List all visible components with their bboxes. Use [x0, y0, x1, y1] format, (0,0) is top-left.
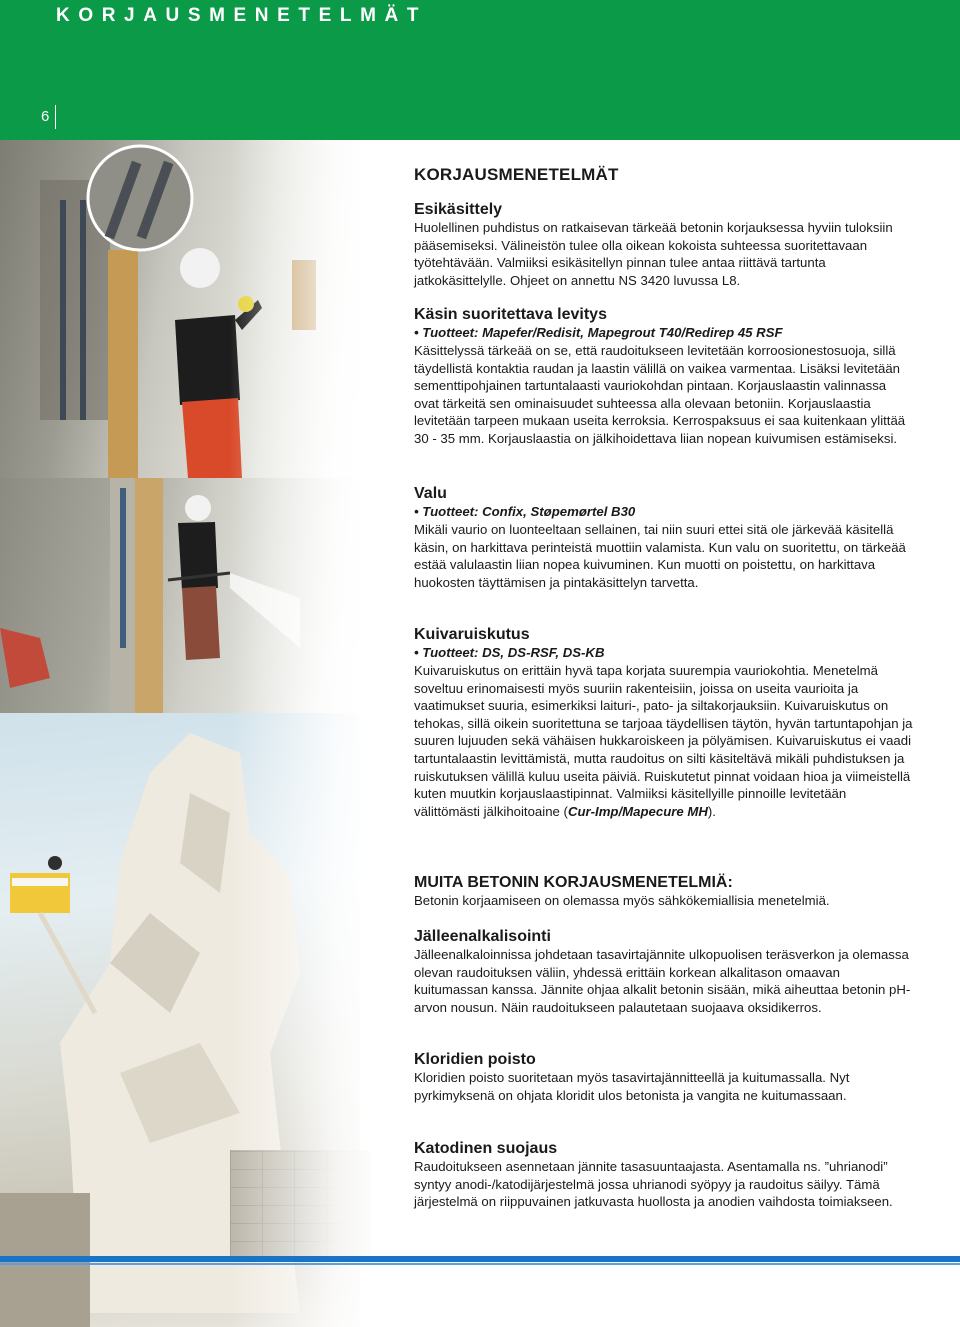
section-heading: Valu: [414, 485, 447, 502]
product-inline: Cur-Imp/Mapecure MH: [567, 803, 708, 819]
page-number-divider: [55, 105, 56, 129]
section-text: [414, 662, 914, 820]
product-list: • Tuotteet: Mapefer/Redisit, Mapegrout T40/Redirep 45 RSF: [414, 325, 783, 340]
section-heading: MUITA BETONIN KORJAUSMENETELMIÄ:: [414, 874, 733, 891]
section-katodinen-suojaus: [414, 1140, 914, 1211]
header-title: KORJAUSMENETELMÄT: [56, 5, 428, 26]
section-heading: Esikäsittely: [414, 201, 503, 218]
section-jalleenalkalisointi: [414, 928, 914, 1016]
footer-rule: [0, 1256, 960, 1262]
section-text: Betonin korjaamiseen on olemassa myös sähkökemiallisia menetelmiä.: [414, 893, 830, 908]
photo-fade-overlay: [230, 140, 380, 1327]
product-list: • Tuotteet: DS, DS-RSF, DS-KB: [414, 645, 605, 660]
section-text: Huolellinen puhdistus on ratkaisevan tärkeää betonin korjauksessa hyviin tuloksiin pääsemiseksi. Välineistön tulee olla oikean kokoista suhteessa suoritettavaan työtehtävään. Valmiiksi esikäsitellyn pinnan tulee antaa riittävä tartunta jatkokäsittelylle. Ohjeet on annettu NS 3420 luvussa L8.: [414, 220, 893, 288]
section-text: Jälleenalkaloinnissa johdetaan tasavirtajännite ulkopuolisen teräsverkon ja olemassa olevan raudoituksen väliin, yhdessä erittäin korkean alkalitason omaavan kuitumassan kanssa. Jännite ohjaa alkalit betonin sisään, mikä aiheuttaa betonin pH-arvon nousun. Näin raudoitukseen palautetaan suojaava oksidikerros.: [414, 947, 911, 1015]
header-bar: [0, 0, 960, 140]
section-text: Mikäli vaurio on luonteeltaan sellainen, tai niin suuri ettei sitä ole järkevää käsitellä käsin, on harkittava perinteistä muottiin valamista. Kun valu on suoritettu, on tärkeää estää valulaastin liian nopea kuivuminen. Kun muotti on poistettu, on harkittava huokosten täyttämisen ja pintakäsittelyn tarvetta.: [414, 522, 906, 590]
section-heading: Katodinen suojaus: [414, 1140, 558, 1157]
page-title: KORJAUSMENETELMÄT: [414, 165, 619, 184]
section-kasin: [414, 306, 914, 448]
section-heading: Jälleenalkalisointi: [414, 928, 551, 945]
section-text-end: ).: [707, 803, 716, 819]
section-kuivaruiskutus: [414, 626, 914, 820]
section-text-main: Kuivaruiskutus on erittäin hyvä tapa korjata suurempia vauriokohtia. Menetelmä soveltuu erinomaisesti myös suuriin rakenteisiin, joissa on useita vaurioita ja vaatimukset suuria, esimerkiksi laituri-, pato- ja siltakorjauksiin. Kuivaruiskutus on tehokas, sillä oikein suoritettuna se tarjoaa täydellisen täytön, hyvän tartuntapohjan ja suuren lujuuden sekä vähäisen hukkaroiskeen ja pölyämisen. Kuivaruiskutus ei vaadi tartuntalaastin levittämistä, mutta raudoitus on silti käsiteltävä mikäli puhdistuksen ja ruiskutuksen välillä kuluu useita päiviä. Ruiskutetut pinnat voidaan hioa ja viimeistellä kuten muutkin korjauslaastipinnat. Valmiiksi käsitellyille pinnoille levitetään välittömästi jälkihoitoaine (: [414, 663, 913, 819]
section-heading: Käsin suoritettava levitys: [414, 306, 607, 323]
section-text: Raudoitukseen asennetaan jännite tasasuuntaajasta. Asentamalla ns. ”uhrianodi” syntyy anodi-/katodijärjestelmä jossa uhrianodi syöpyy ja raudoitus säilyy. Tämä järjestelmä on riippuvainen jatkuvasta huollosta ja anodien vaihdosta toimiakseen.: [414, 1159, 893, 1210]
section-heading: Kuivaruiskutus: [414, 626, 530, 643]
section-valu: [414, 485, 914, 591]
section-heading: Kloridien poisto: [414, 1051, 536, 1068]
page-number: 6: [41, 108, 50, 125]
footer-rule-secondary: [0, 1263, 960, 1265]
section-esikasittely: [414, 201, 914, 289]
section-muita: [414, 874, 914, 910]
section-text: Kloridien poisto suoritetaan myös tasavirtajännitteellä ja kuitumassalla. Nyt pyrkimyksenä on ohjata kloridit ulos betonista ja vangita ne kuitumassaan.: [414, 1070, 850, 1103]
section-kloridien-poisto: [414, 1051, 914, 1104]
product-list: • Tuotteet: Confix, Støpemørtel B30: [414, 504, 636, 519]
section-text: Käsittelyssä tärkeää on se, että raudoitukseen levitetään korroosionestosuoja, sillä täydellistä kontaktia raudan ja laastin välillä on vaikea varmentaa. Lisäksi levitetään sementtipohjainen tartuntalaasti vauriokohdan pintaan. Korjauslaastin valinnassa ovat tärkeitä sen ominaisuudet suhteessa alla olevaan betoniin. Korjauslaastia levitetään tarpeen mukaan useita kerroksia. Kerrospaksuus ei saa kuitenkaan ylittää 30 - 35 mm. Korjauslaastia on jälkihoidettava liian nopean kuivumisen estämiseksi.: [414, 343, 906, 446]
